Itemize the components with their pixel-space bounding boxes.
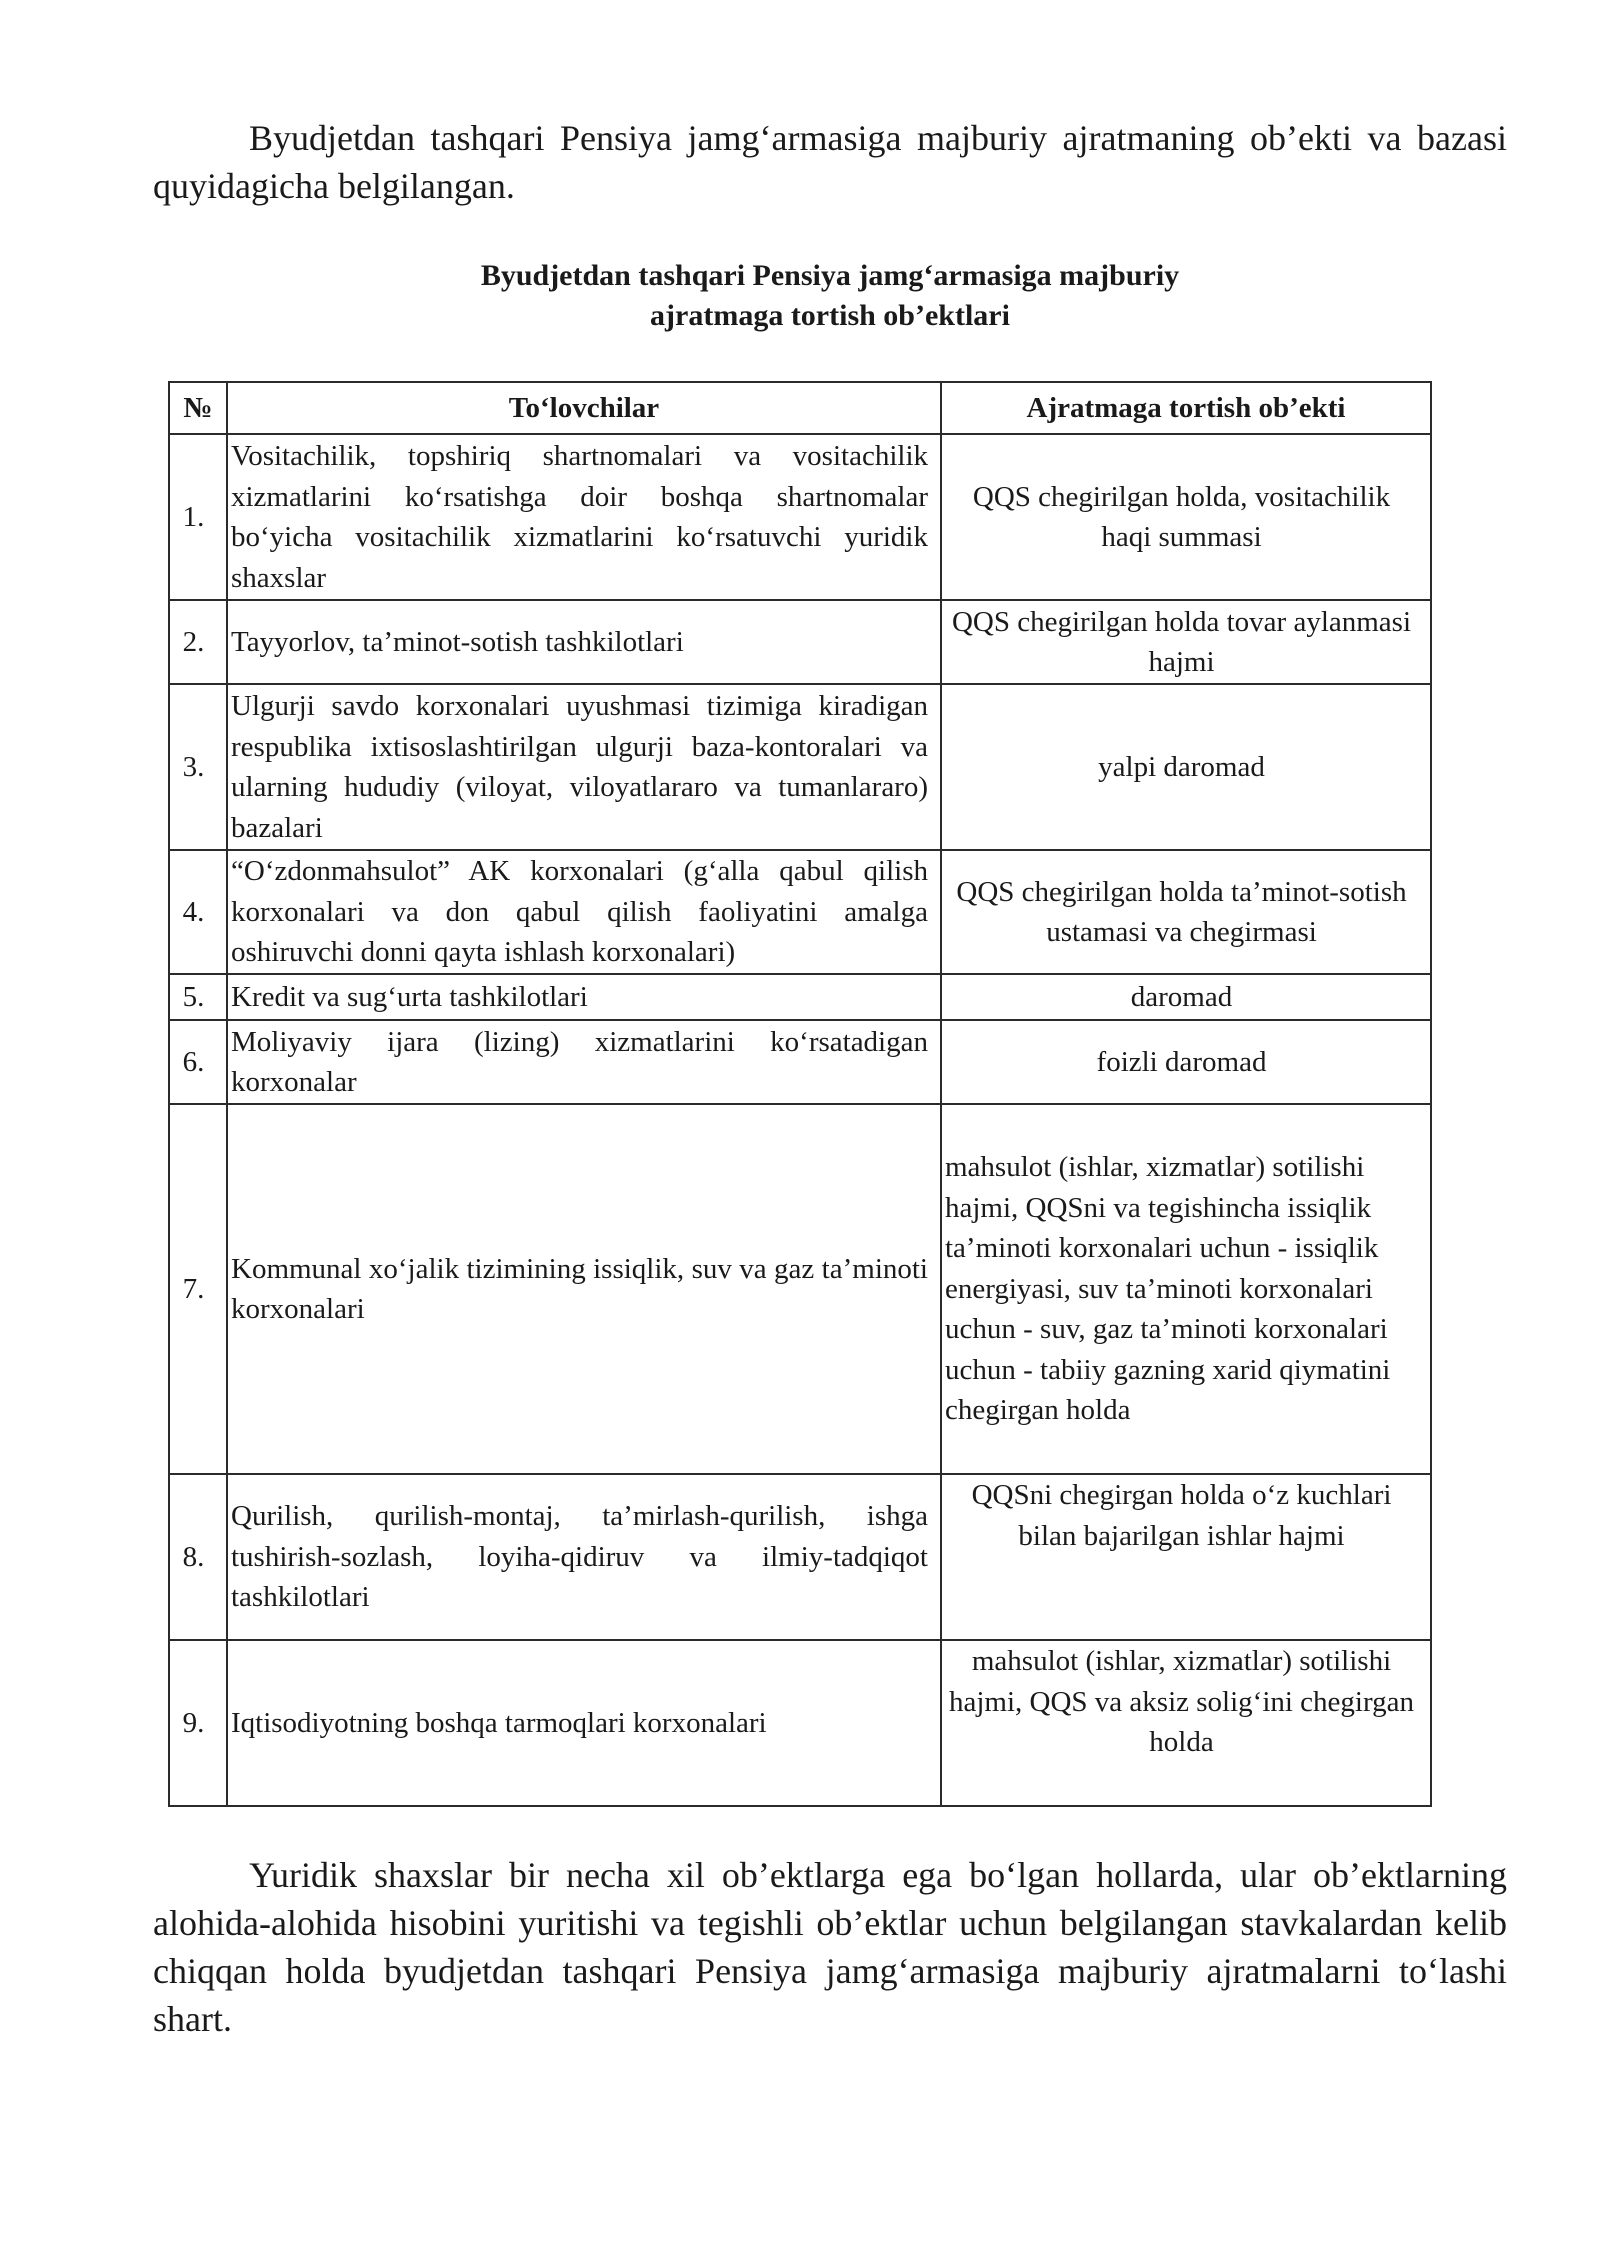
table-row <box>169 1020 1431 1104</box>
row-object: daromad <box>941 974 1431 1020</box>
row-number: 1. <box>169 434 227 600</box>
row-number: 5. <box>169 974 227 1020</box>
table-row <box>169 684 1431 850</box>
intro-paragraph: Byudjetdan tashqari Pensiya jamg‘armasiga majburiy ajratmaning ob’ekti va bazasi quyidagicha belgilangan. <box>153 118 1507 206</box>
row-object: foizli daromad <box>941 1020 1431 1104</box>
row-number: 7. <box>169 1104 227 1474</box>
header-payers: To‘lovchilar <box>227 382 941 434</box>
table-row <box>169 974 1431 1020</box>
row-number: 2. <box>169 600 227 684</box>
table-row <box>169 1474 1431 1640</box>
row-payer: Kredit va sug‘urta tashkilotlari <box>227 974 941 1020</box>
row-object: QQS chegirilgan holda tovar aylanmasi hajmi <box>941 600 1431 684</box>
row-object: QQS chegirilgan holda ta’minot-sotish ustamasi va chegirmasi <box>941 850 1431 974</box>
table-caption-line-2: ajratmaga tortish ob’ektlari <box>650 299 1010 332</box>
row-object: mahsulot (ishlar, xizmatlar) sotilishi hajmi, QQSni va tegishincha issiqlik ta’minoti korxonalari uchun - issiqlik energiyasi, suv ta’minoti korxonalari uchun - suv, gaz ta’minoti korxonalari uchun - tabiiy gazning xarid qiymatini chegirgan holda <box>941 1104 1431 1474</box>
table-caption-line-1: Byudjetdan tashqari Pensiya jamg‘armasiga majburiy <box>480 259 1180 292</box>
header-number: № <box>169 382 227 434</box>
row-number: 8. <box>169 1474 227 1640</box>
row-payer: Moliyaviy ijara (lizing) xizmatlarini ko‘rsatadigan korxonalar <box>227 1020 941 1104</box>
row-payer: Tayyorlov, ta’minot-sotish tashkilotlari <box>227 600 941 684</box>
row-number: 3. <box>169 684 227 850</box>
closing-paragraph: Yuridik shaxslar bir necha xil ob’ektlarga ega bo‘lgan hollarda, ular ob’ektlarning alohida-alohida hisobini yuritishi va tegishli ob’ektlar uchun belgilangan stavkalardan kelib chiqqan holda byudjetdan tashqari Pensiya jamg‘armasiga majburiy ajratmalarni to‘lashi shart. <box>153 1855 1507 2039</box>
row-object: QQS chegirilgan holda, vositachilik haqi summasi <box>941 434 1431 600</box>
contribution-objects-table <box>168 381 1432 1807</box>
row-payer: Iqtisodiyotning boshqa tarmoqlari korxonalari <box>227 1640 941 1806</box>
table-row <box>169 600 1431 684</box>
table-caption <box>153 256 1507 336</box>
row-object: mahsulot (ishlar, xizmatlar) sotilishi hajmi, QQS va aksiz solig‘ini chegirgan holda <box>941 1640 1431 1806</box>
row-payer: “O‘zdonmahsulot” AK korxonalari (g‘alla qabul qilish korxonalari va don qabul qilish faoliyatini amalga oshiruvchi donni qayta ishlash korxonalari) <box>227 850 941 974</box>
table-row <box>169 434 1431 600</box>
row-number: 9. <box>169 1640 227 1806</box>
row-number: 6. <box>169 1020 227 1104</box>
row-number: 4. <box>169 850 227 974</box>
table-header-row <box>169 382 1431 434</box>
table-row <box>169 850 1431 974</box>
row-payer: Qurilish, qurilish-montaj, ta’mirlash-qurilish, ishga tushirish-sozlash, loyiha-qidiruv va ilmiy-tadqiqot tashkilotlari <box>227 1474 941 1640</box>
row-payer: Kommunal xo‘jalik tizimining issiqlik, suv va gaz ta’minoti korxonalari <box>227 1104 941 1474</box>
header-object: Ajratmaga tortish ob’ekti <box>941 382 1431 434</box>
table-row <box>169 1640 1431 1806</box>
row-object: yalpi daromad <box>941 684 1431 850</box>
row-payer: Ulgurji savdo korxonalari uyushmasi tizimiga kiradigan respublika ixtisoslashtirilgan ulgurji baza-kontoralari va ularning hududiy (viloyat, viloyatlararo va tumanlararo) bazalari <box>227 684 941 850</box>
table-row <box>169 1104 1431 1474</box>
row-object: QQSni chegirgan holda o‘z kuchlari bilan bajarilgan ishlar hajmi <box>941 1474 1431 1640</box>
row-payer: Vositachilik, topshiriq shartnomalari va vositachilik xizmatlarini ko‘rsatishga doir boshqa shartnomalar bo‘yicha vositachilik xizmatlarini ko‘rsatuvchi yuridik shaxslar <box>227 434 941 600</box>
